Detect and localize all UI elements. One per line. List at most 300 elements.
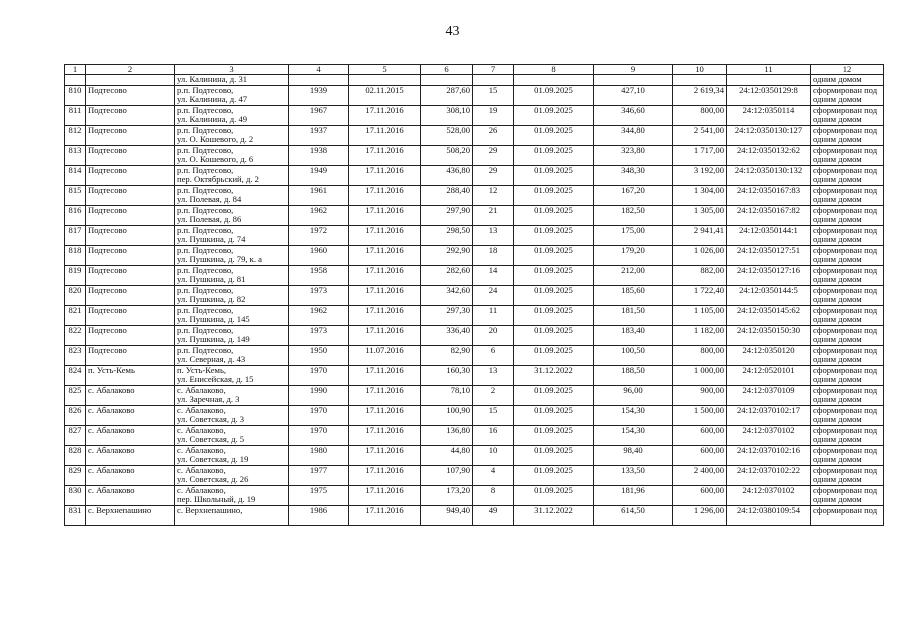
area: 528,00 [421, 126, 473, 146]
address-line-1: с. Верхнепашино, [177, 505, 243, 515]
address-line-2: ул. Советская, д. 19 [177, 454, 249, 465]
amount-1: 154,30 [594, 426, 673, 446]
amount-1: 100,50 [594, 346, 673, 366]
build-year: 1972 [289, 226, 349, 246]
recognition-date: 17.11.2016 [349, 166, 421, 186]
area: 100,90 [421, 406, 473, 426]
address-line-1: с. Абалаково, [177, 445, 226, 455]
deadline: 01.09.2025 [514, 146, 594, 166]
area: 292,90 [421, 246, 473, 266]
table-row [65, 186, 884, 206]
column-number-row [65, 65, 884, 75]
status [811, 246, 884, 266]
status-line-2: одним домом [813, 354, 862, 365]
amount-1: 212,00 [594, 266, 673, 286]
recognition-date: 17.11.2016 [349, 126, 421, 146]
cadastral-number: 24:12:0350127:51 [727, 246, 811, 266]
cadastral-number: 24:12:0370102:17 [727, 406, 811, 426]
status: сформирован под [811, 506, 884, 526]
table-row [65, 286, 884, 306]
address-line-1: р.п. Подтесово, [177, 105, 234, 115]
status-line-2: одним домом [813, 214, 862, 225]
deadline: 01.09.2025 [514, 446, 594, 466]
status-line-2: одним домом [813, 94, 862, 105]
residents: 11 [473, 306, 514, 326]
deadline: 01.09.2025 [514, 406, 594, 426]
area: 82,90 [421, 346, 473, 366]
address-line-1: с. Абалаково, [177, 385, 226, 395]
recognition-date: 17.11.2016 [349, 206, 421, 226]
status-line-1: сформирован под [813, 325, 878, 335]
recognition-date: 02.11.2015 [349, 86, 421, 106]
page-number: 43 [445, 24, 460, 39]
table-row [65, 506, 884, 526]
area: 287,60 [421, 86, 473, 106]
build-year: 1970 [289, 366, 349, 386]
residents: 20 [473, 326, 514, 346]
status [811, 406, 884, 426]
status-line-1: сформирован под [813, 185, 878, 195]
column-header-4: 4 [289, 65, 349, 75]
status-line-2: одним домом [813, 234, 862, 245]
area: 160,30 [421, 366, 473, 386]
row-number: 811 [65, 106, 86, 126]
status-line-1: сформирован под [813, 205, 878, 215]
cadastral-number: 24:12:0350129:8 [727, 86, 811, 106]
address-line-2: ул. Советская, д. 5 [177, 434, 245, 445]
table-row [65, 106, 884, 126]
residents: 19 [473, 106, 514, 126]
address [175, 286, 289, 306]
locality: с. Абалаково [86, 426, 175, 446]
area: 297,90 [421, 206, 473, 226]
deadline: 01.09.2025 [514, 426, 594, 446]
cadastral-number: 24:12:0350167:83 [727, 186, 811, 206]
residents: 13 [473, 366, 514, 386]
recognition-date: 17.11.2016 [349, 266, 421, 286]
cadastral-number: 24:12:0350114 [727, 106, 811, 126]
address-line-2: ул. Пушкина, д. 82 [177, 294, 246, 305]
amount-1: 167,20 [594, 186, 673, 206]
amount-1: 346,60 [594, 106, 673, 126]
status-line-1: сформирован под [813, 445, 878, 455]
address-line-2: пер. Октябрьский, д. 2 [177, 174, 259, 185]
status [811, 326, 884, 346]
column-header-11: 11 [727, 65, 811, 75]
recognition-date: 17.11.2016 [349, 326, 421, 346]
locality: с. Абалаково [86, 486, 175, 506]
build-year: 1973 [289, 286, 349, 306]
status-line-2: одним домом [813, 474, 862, 485]
row-number: 826 [65, 406, 86, 426]
status-line-1: сформирован под [813, 245, 878, 255]
address-line-1: п. Усть-Кемь, [177, 365, 227, 375]
address-line-2: ул. Пушкина, д. 149 [177, 334, 250, 345]
status [811, 86, 884, 106]
residents: 14 [473, 266, 514, 286]
cadastral-number: 24:12:0350130:132 [727, 166, 811, 186]
amount-2: 800,00 [673, 346, 727, 366]
build-year: 1975 [289, 486, 349, 506]
status-line-2: одним домом [813, 414, 862, 425]
residents: 29 [473, 166, 514, 186]
residents: 10 [473, 446, 514, 466]
table-row [65, 266, 884, 286]
status-line-1: сформирован под [813, 105, 878, 115]
locality: с. Абалаково [86, 466, 175, 486]
recognition-date: 17.11.2016 [349, 146, 421, 166]
deadline: 01.09.2025 [514, 486, 594, 506]
deadline: 01.09.2025 [514, 106, 594, 126]
status-line-2: одним домом [813, 334, 862, 345]
amount-2: 2 619,34 [673, 86, 727, 106]
amount-2: 600,00 [673, 486, 727, 506]
deadline: 01.09.2025 [514, 86, 594, 106]
table-row [65, 486, 884, 506]
table-row [65, 166, 884, 186]
address-line-1: р.п. Подтесово, [177, 225, 234, 235]
address [175, 326, 289, 346]
row-number: 817 [65, 226, 86, 246]
cadastral-number: 24:12:0380109:54 [727, 506, 811, 526]
address-line-1: р.п. Подтесово, [177, 305, 234, 315]
address-line-2: ул. Северная, д. 43 [177, 354, 246, 365]
status [811, 426, 884, 446]
table-row [65, 466, 884, 486]
address-line-2: ул. Пушкина, д. 79, к. а [177, 254, 262, 265]
cadastral-number: 24:12:0370109 [727, 386, 811, 406]
table-row [65, 426, 884, 446]
status-line-2: одним домом [813, 254, 862, 265]
address-line-1: р.п. Подтесово, [177, 325, 234, 335]
build-year: 1970 [289, 406, 349, 426]
build-year: 1950 [289, 346, 349, 366]
address-line-2: ул. Калинина, д. 47 [177, 94, 248, 105]
row-number: 824 [65, 366, 86, 386]
address [175, 506, 289, 526]
address-line-1: р.п. Подтесово, [177, 245, 234, 255]
address-line-1: с. Абалаково, [177, 485, 226, 495]
recognition-date: 17.11.2016 [349, 106, 421, 126]
status-line-1: сформирован под [813, 85, 878, 95]
build-year: 1938 [289, 146, 349, 166]
recognition-date: 17.11.2016 [349, 446, 421, 466]
table-row [65, 306, 884, 326]
locality: с. Абалаково [86, 386, 175, 406]
locality: Подтесово [86, 106, 175, 126]
status-line-2: одним домом [813, 314, 862, 325]
amount-1: 181,50 [594, 306, 673, 326]
build-year: 1960 [289, 246, 349, 266]
area: 107,90 [421, 466, 473, 486]
column-header-8: 8 [514, 65, 594, 75]
area: 342,60 [421, 286, 473, 306]
status-line-1: сформирован под [813, 405, 878, 415]
residents: 26 [473, 126, 514, 146]
row-number: 830 [65, 486, 86, 506]
continued-status: одним домом [811, 75, 884, 86]
column-header-2: 2 [86, 65, 175, 75]
cadastral-number: 24:12:0350145:62 [727, 306, 811, 326]
address [175, 166, 289, 186]
amount-2: 1 500,00 [673, 406, 727, 426]
status-line-1: сформирован под [813, 305, 878, 315]
address-line-2: ул. Пушкина, д. 74 [177, 234, 246, 245]
address [175, 266, 289, 286]
status [811, 186, 884, 206]
address-line-2: ул. Калинина, д. 49 [177, 114, 248, 125]
amount-1: 323,80 [594, 146, 673, 166]
address-line-2: ул. Пушкина, д. 81 [177, 274, 246, 285]
cadastral-number: 24:12:0350150:30 [727, 326, 811, 346]
status-line-2: одним домом [813, 394, 862, 405]
locality: Подтесово [86, 346, 175, 366]
amount-2: 1 304,00 [673, 186, 727, 206]
cadastral-number: 24:12:0350167:82 [727, 206, 811, 226]
table-row [65, 86, 884, 106]
residents: 6 [473, 346, 514, 366]
residents: 8 [473, 486, 514, 506]
table-row [65, 386, 884, 406]
column-header-3: 3 [175, 65, 289, 75]
status-line-1: сформирован под [813, 345, 878, 355]
table-row [65, 326, 884, 346]
amount-1: 614,50 [594, 506, 673, 526]
row-number: 819 [65, 266, 86, 286]
amount-1: 96,00 [594, 386, 673, 406]
address-line-1: р.п. Подтесово, [177, 205, 234, 215]
recognition-date: 17.11.2016 [349, 426, 421, 446]
row-number: 829 [65, 466, 86, 486]
status-line-1: сформирован под [813, 485, 878, 495]
address [175, 86, 289, 106]
row-number: 810 [65, 86, 86, 106]
address [175, 186, 289, 206]
status-line-1: сформирован под [813, 285, 878, 295]
build-year: 1986 [289, 506, 349, 526]
area: 336,40 [421, 326, 473, 346]
address [175, 206, 289, 226]
status [811, 106, 884, 126]
deadline: 01.09.2025 [514, 306, 594, 326]
residents: 4 [473, 466, 514, 486]
deadline: 01.09.2025 [514, 206, 594, 226]
table-row [65, 206, 884, 226]
row-number: 823 [65, 346, 86, 366]
address [175, 486, 289, 506]
status [811, 226, 884, 246]
amount-1: 427,10 [594, 86, 673, 106]
locality: с. Верхнепашино [86, 506, 175, 526]
amount-2: 1 026,00 [673, 246, 727, 266]
amount-2: 1 182,00 [673, 326, 727, 346]
build-year: 1990 [289, 386, 349, 406]
build-year: 1939 [289, 86, 349, 106]
row-number: 814 [65, 166, 86, 186]
locality: Подтесово [86, 86, 175, 106]
address-line-2: ул. Полевая, д. 86 [177, 214, 242, 225]
build-year: 1962 [289, 306, 349, 326]
recognition-date: 17.11.2016 [349, 386, 421, 406]
column-header-12: 12 [811, 65, 884, 75]
amount-2: 900,00 [673, 386, 727, 406]
status-line-1: сформирован под [813, 465, 878, 475]
address-line-2: пер. Школьный, д. 19 [177, 494, 256, 505]
area: 308,10 [421, 106, 473, 126]
deadline: 31.12.2022 [514, 366, 594, 386]
status-line-2: одним домом [813, 174, 862, 185]
address [175, 406, 289, 426]
build-year: 1937 [289, 126, 349, 146]
build-year: 1970 [289, 426, 349, 446]
address-line-2: ул. Пушкина, д. 145 [177, 314, 250, 325]
address-line-1: р.п. Подтесово, [177, 165, 234, 175]
residents: 15 [473, 86, 514, 106]
cadastral-number: 24:12:0350120 [727, 346, 811, 366]
cadastral-number: 24:12:0350144:5 [727, 286, 811, 306]
deadline: 01.09.2025 [514, 246, 594, 266]
status-line-2: одним домом [813, 134, 862, 145]
row-number: 818 [65, 246, 86, 266]
area: 78,10 [421, 386, 473, 406]
row-number: 821 [65, 306, 86, 326]
amount-1: 185,60 [594, 286, 673, 306]
address-line-2: ул. О. Кошевого, д. 2 [177, 134, 254, 145]
locality: Подтесово [86, 326, 175, 346]
recognition-date: 17.11.2016 [349, 406, 421, 426]
address-line-1: р.п. Подтесово, [177, 285, 234, 295]
recognition-date: 17.11.2016 [349, 466, 421, 486]
amount-2: 1 717,00 [673, 146, 727, 166]
address [175, 386, 289, 406]
address [175, 346, 289, 366]
build-year: 1980 [289, 446, 349, 466]
build-year: 1977 [289, 466, 349, 486]
residents: 12 [473, 186, 514, 206]
address-line-1: р.п. Подтесово, [177, 345, 234, 355]
address [175, 466, 289, 486]
address-line-1: с. Абалаково, [177, 465, 226, 475]
cadastral-number: 24:12:0350144:1 [727, 226, 811, 246]
table-row [65, 126, 884, 146]
address-line-2: ул. О. Кошевого, д. 6 [177, 154, 254, 165]
status-line-1: сформирован под [813, 165, 878, 175]
row-number: 813 [65, 146, 86, 166]
recognition-date: 17.11.2016 [349, 306, 421, 326]
column-header-5: 5 [349, 65, 421, 75]
row-number: 812 [65, 126, 86, 146]
cadastral-number: 24:12:0370102:16 [727, 446, 811, 466]
status-line-2: одним домом [813, 114, 862, 125]
recognition-date: 17.11.2016 [349, 186, 421, 206]
locality: с. Абалаково [86, 446, 175, 466]
status [811, 346, 884, 366]
deadline: 01.09.2025 [514, 386, 594, 406]
build-year: 1962 [289, 206, 349, 226]
address [175, 446, 289, 466]
amount-2: 2 941,41 [673, 226, 727, 246]
area: 136,80 [421, 426, 473, 446]
area: 288,40 [421, 186, 473, 206]
status-line-2: одним домом [813, 374, 862, 385]
deadline: 31.12.2022 [514, 506, 594, 526]
area: 173,20 [421, 486, 473, 506]
address-line-1: с. Абалаково, [177, 425, 226, 435]
build-year: 1949 [289, 166, 349, 186]
table-row [65, 246, 884, 266]
residents: 13 [473, 226, 514, 246]
status-line-1: сформирован под [813, 145, 878, 155]
amount-1: 188,50 [594, 366, 673, 386]
continued-row [65, 75, 884, 86]
cadastral-number: 24:12:0520101 [727, 366, 811, 386]
address-line-1: р.п. Подтесово, [177, 125, 234, 135]
recognition-date: 17.11.2016 [349, 246, 421, 266]
amount-1: 348,30 [594, 166, 673, 186]
status [811, 126, 884, 146]
amount-2: 2 400,00 [673, 466, 727, 486]
area: 298,50 [421, 226, 473, 246]
address-line-1: с. Абалаково, [177, 405, 226, 415]
column-header-6: 6 [421, 65, 473, 75]
residents: 18 [473, 246, 514, 266]
amount-2: 600,00 [673, 426, 727, 446]
residents: 24 [473, 286, 514, 306]
area: 508,20 [421, 146, 473, 166]
column-header-7: 7 [473, 65, 514, 75]
locality: Подтесово [86, 286, 175, 306]
row-number: 828 [65, 446, 86, 466]
status [811, 146, 884, 166]
table-row [65, 406, 884, 426]
status [811, 386, 884, 406]
amount-1: 154,30 [594, 406, 673, 426]
status [811, 366, 884, 386]
status-line-2: одним домом [813, 274, 862, 285]
locality: Подтесово [86, 166, 175, 186]
cadastral-number: 24:12:0370102:22 [727, 466, 811, 486]
table-body [65, 75, 884, 526]
deadline: 01.09.2025 [514, 346, 594, 366]
recognition-date: 11.07.2016 [349, 346, 421, 366]
locality: Подтесово [86, 266, 175, 286]
address [175, 146, 289, 166]
address [175, 306, 289, 326]
build-year: 1961 [289, 186, 349, 206]
status [811, 286, 884, 306]
address-line-1: р.п. Подтесово, [177, 265, 234, 275]
status-line-1: сформирован под [813, 425, 878, 435]
amount-2: 1 305,00 [673, 206, 727, 226]
residents: 29 [473, 146, 514, 166]
row-number: 820 [65, 286, 86, 306]
row-number: 831 [65, 506, 86, 526]
address-line-1: р.п. Подтесово, [177, 185, 234, 195]
residents: 21 [473, 206, 514, 226]
build-year: 1967 [289, 106, 349, 126]
status-line-2: одним домом [813, 454, 862, 465]
amount-2: 1 722,40 [673, 286, 727, 306]
area: 297,30 [421, 306, 473, 326]
address-line-2: ул. Советская, д. 3 [177, 414, 245, 425]
status-line-2: одним домом [813, 294, 862, 305]
status-line-2: одним домом [813, 494, 862, 505]
row-number: 827 [65, 426, 86, 446]
cadastral-number: 24:12:0370102 [727, 426, 811, 446]
amount-1: 179,20 [594, 246, 673, 266]
status-line-2: одним домом [813, 154, 862, 165]
residents: 16 [473, 426, 514, 446]
